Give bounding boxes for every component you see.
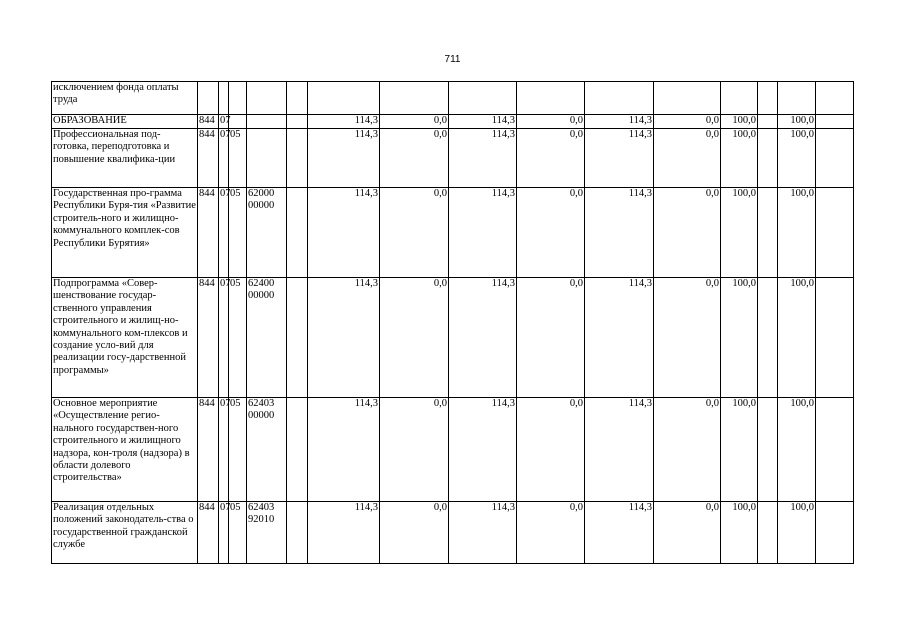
value-cell <box>517 82 585 115</box>
csr-cell: 62000 00000 <box>247 188 287 278</box>
percent-cell <box>816 188 854 278</box>
percent-cell <box>816 129 854 188</box>
name-cell: Подпрограмма «Совер-шенствование государ-ственного управления строительного и жилищ-но-коммунального ком-плексов и создание усло-вий для реализации госу-дарственной программы» <box>52 278 198 398</box>
percent-cell: 100,0 <box>778 398 816 502</box>
value-cell: 114,3 <box>449 398 517 502</box>
value-cell: 114,3 <box>308 188 380 278</box>
value-cell: 0,0 <box>380 398 449 502</box>
vr-cell <box>287 398 308 502</box>
name-cell: Профессиональная под-готовка, переподготовка и повышение квалифика-ции <box>52 129 198 188</box>
rz-cell: 07 <box>219 115 229 129</box>
value-cell <box>308 82 380 115</box>
percent-cell <box>816 502 854 564</box>
name-cell: исключением фонда оплаты труда <box>52 82 198 115</box>
rz-cell: 07 <box>219 129 229 188</box>
percent-cell: 100,0 <box>721 188 758 278</box>
pr-cell: 05 <box>229 129 247 188</box>
csr-cell: 62403 92010 <box>247 502 287 564</box>
value-cell: 114,3 <box>585 502 654 564</box>
percent-cell <box>758 115 778 129</box>
vr-cell <box>287 188 308 278</box>
percent-cell <box>758 502 778 564</box>
pr-cell <box>229 115 247 129</box>
rz-cell: 07 <box>219 398 229 502</box>
value-cell: 0,0 <box>380 188 449 278</box>
value-cell: 0,0 <box>654 129 721 188</box>
table-row <box>52 129 854 188</box>
vr-cell <box>287 82 308 115</box>
vr-cell <box>287 129 308 188</box>
value-cell: 114,3 <box>308 129 380 188</box>
percent-cell <box>758 82 778 115</box>
value-cell: 114,3 <box>308 398 380 502</box>
value-cell: 0,0 <box>654 398 721 502</box>
gr-cell: 844 <box>198 188 219 278</box>
value-cell: 0,0 <box>517 398 585 502</box>
value-cell: 0,0 <box>517 115 585 129</box>
value-cell: 114,3 <box>585 188 654 278</box>
csr-cell <box>247 129 287 188</box>
rz-cell: 07 <box>219 278 229 398</box>
table-body <box>52 82 854 564</box>
rz-cell <box>219 82 229 115</box>
value-cell <box>380 82 449 115</box>
percent-cell: 100,0 <box>778 115 816 129</box>
budget-table <box>51 81 854 564</box>
value-cell: 0,0 <box>517 278 585 398</box>
pr-cell: 05 <box>229 502 247 564</box>
table-row <box>52 278 854 398</box>
value-cell: 0,0 <box>654 278 721 398</box>
pr-cell: 05 <box>229 188 247 278</box>
percent-cell: 100,0 <box>778 188 816 278</box>
pr-cell: 05 <box>229 278 247 398</box>
table-row <box>52 82 854 115</box>
value-cell: 114,3 <box>308 278 380 398</box>
csr-cell: 62400 00000 <box>247 278 287 398</box>
value-cell: 114,3 <box>449 115 517 129</box>
value-cell: 114,3 <box>449 278 517 398</box>
gr-cell: 844 <box>198 398 219 502</box>
vr-cell <box>287 115 308 129</box>
percent-cell: 100,0 <box>721 502 758 564</box>
value-cell: 0,0 <box>654 115 721 129</box>
value-cell <box>585 82 654 115</box>
pr-cell: 05 <box>229 398 247 502</box>
value-cell: 114,3 <box>585 129 654 188</box>
value-cell: 114,3 <box>585 278 654 398</box>
gr-cell <box>198 82 219 115</box>
table-row <box>52 188 854 278</box>
rz-cell: 07 <box>219 188 229 278</box>
value-cell: 0,0 <box>380 278 449 398</box>
percent-cell <box>758 398 778 502</box>
page-number: 711 <box>444 54 461 65</box>
csr-cell <box>247 82 287 115</box>
table-row <box>52 398 854 502</box>
vr-cell <box>287 502 308 564</box>
pr-cell <box>229 82 247 115</box>
percent-cell <box>721 82 758 115</box>
gr-cell: 844 <box>198 278 219 398</box>
value-cell: 0,0 <box>654 502 721 564</box>
percent-cell: 100,0 <box>778 502 816 564</box>
percent-cell <box>816 278 854 398</box>
name-cell: ОБРАЗОВАНИЕ <box>52 115 198 129</box>
value-cell: 0,0 <box>654 188 721 278</box>
percent-cell: 100,0 <box>721 398 758 502</box>
value-cell: 114,3 <box>449 502 517 564</box>
name-cell: Государственная про-грамма Республики Буря-тия «Развитие строитель-ного и жилищно-коммунального комплек-сов Республики Бурятия» <box>52 188 198 278</box>
vr-cell <box>287 278 308 398</box>
rz-cell: 07 <box>219 502 229 564</box>
value-cell: 114,3 <box>585 398 654 502</box>
csr-cell: 62403 00000 <box>247 398 287 502</box>
percent-cell <box>778 82 816 115</box>
percent-cell: 100,0 <box>721 278 758 398</box>
value-cell <box>449 82 517 115</box>
value-cell <box>654 82 721 115</box>
value-cell: 114,3 <box>585 115 654 129</box>
percent-cell <box>816 82 854 115</box>
table-row <box>52 502 854 564</box>
value-cell: 0,0 <box>517 188 585 278</box>
percent-cell: 100,0 <box>721 129 758 188</box>
name-cell: Реализация отдельных положений законодатель-ства о государственной гражданской службе <box>52 502 198 564</box>
percent-cell <box>758 188 778 278</box>
percent-cell <box>758 129 778 188</box>
table-row <box>52 115 854 129</box>
value-cell: 114,3 <box>308 502 380 564</box>
percent-cell <box>758 278 778 398</box>
csr-cell <box>247 115 287 129</box>
gr-cell: 844 <box>198 129 219 188</box>
percent-cell: 100,0 <box>778 278 816 398</box>
value-cell: 114,3 <box>308 115 380 129</box>
value-cell: 0,0 <box>380 115 449 129</box>
gr-cell: 844 <box>198 502 219 564</box>
value-cell: 114,3 <box>449 129 517 188</box>
name-cell: Основное мероприятие «Осуществление регио-нального государствен-ного строительного и жилищного надзора, кон-троля (надзора) в области долевого строительства» <box>52 398 198 502</box>
value-cell: 0,0 <box>380 502 449 564</box>
percent-cell <box>816 115 854 129</box>
percent-cell <box>816 398 854 502</box>
percent-cell: 100,0 <box>778 129 816 188</box>
value-cell: 0,0 <box>380 129 449 188</box>
value-cell: 0,0 <box>517 129 585 188</box>
value-cell: 0,0 <box>517 502 585 564</box>
percent-cell: 100,0 <box>721 115 758 129</box>
value-cell: 114,3 <box>449 188 517 278</box>
gr-cell: 844 <box>198 115 219 129</box>
